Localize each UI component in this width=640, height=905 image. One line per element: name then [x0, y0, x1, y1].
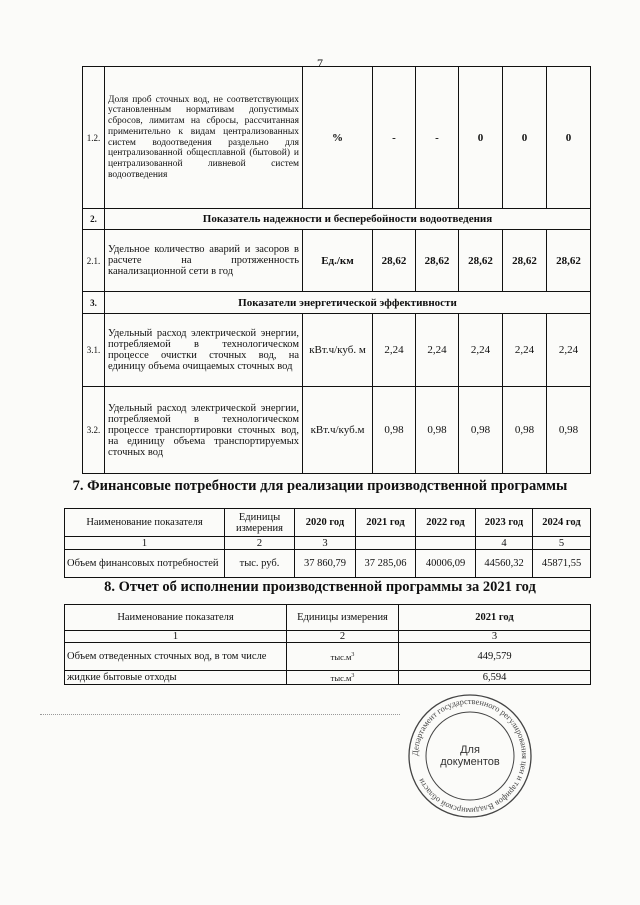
indicators-table	[82, 66, 591, 474]
header-cell: 2022 год	[416, 509, 476, 537]
table-header-row	[65, 509, 591, 537]
row-name: Объем отведенных сточных вод, в том числе	[65, 643, 287, 671]
header-cell: Наименование показателя	[65, 509, 225, 537]
row-value: -	[373, 67, 416, 209]
row-value: 0	[547, 67, 591, 209]
table-row	[83, 230, 591, 292]
index-cell: 1	[65, 631, 287, 643]
table-row	[83, 314, 591, 387]
page-number: 7	[317, 56, 323, 70]
row-value: 37 285,06	[356, 550, 416, 578]
header-cell: 2020 год	[295, 509, 356, 537]
index-cell: 4	[476, 537, 533, 550]
index-cell	[356, 537, 416, 550]
row-value: 0,98	[373, 387, 416, 474]
section8-heading: 8. Отчет об исполнении производственной программы за 2021 год	[104, 579, 536, 595]
row-description: Удельный расход электрической энергии, потребляемой в технологическом процессе транспортировки сточных вод, на единицу объема транспортируемых сточных вод	[105, 387, 303, 474]
row-value: 40006,09	[416, 550, 476, 578]
row-value: 449,579	[399, 643, 591, 671]
section-title: Показатель надежности и бесперебойности водоотведения	[105, 209, 591, 230]
header-cell: Единицы измерения	[287, 605, 399, 631]
row-value: 28,62	[373, 230, 416, 292]
section-number: 2.	[83, 209, 105, 230]
index-cell: 2	[287, 631, 399, 643]
stamp-center-text: Для документов	[440, 744, 500, 768]
row-unit: $тыс.м^3$	[287, 671, 399, 685]
header-cell: Единицы измерения	[225, 509, 295, 537]
index-cell: 3	[399, 631, 591, 643]
row-unit: тыс. руб.	[225, 550, 295, 578]
section-row	[83, 209, 591, 230]
index-cell: 2	[225, 537, 295, 550]
row-name: жидкие бытовые отходы	[65, 671, 287, 685]
row-number: 1.2.	[83, 67, 105, 209]
row-description: Удельный расход электрической энергии, потребляемой в технологическом процессе очистки сточных вод, на единицу объема очищаемых сточных вод	[105, 314, 303, 387]
index-cell: 1	[65, 537, 225, 550]
row-value: 2,24	[503, 314, 547, 387]
row-value: -	[416, 67, 459, 209]
row-value: 28,62	[547, 230, 591, 292]
header-cell: 2024 год	[533, 509, 591, 537]
header-cell: 2023 год	[476, 509, 533, 537]
row-value: 2,24	[416, 314, 459, 387]
index-cell	[416, 537, 476, 550]
execution-report-table	[64, 604, 591, 685]
row-value: 0	[459, 67, 503, 209]
financial-needs-table	[64, 508, 591, 578]
row-value: 0,98	[416, 387, 459, 474]
row-value: 0,98	[547, 387, 591, 474]
table-row	[83, 67, 591, 209]
section7-heading: 7. Финансовые потребности для реализации производственной программы	[72, 478, 568, 494]
section-number: 3.	[83, 292, 105, 314]
section-title: Показатели энергетической эффективности	[105, 292, 591, 314]
index-cell: 5	[533, 537, 591, 550]
row-value: 28,62	[459, 230, 503, 292]
table-row	[65, 550, 591, 578]
index-cell: 3	[295, 537, 356, 550]
table-row	[65, 643, 591, 671]
section-row	[83, 292, 591, 314]
row-value: 0,98	[503, 387, 547, 474]
row-unit: Ед./км	[303, 230, 373, 292]
row-number: 2.1.	[83, 230, 105, 292]
header-cell: Наименование показателя	[65, 605, 287, 631]
table-row	[65, 671, 591, 685]
row-value: 6,594	[399, 671, 591, 685]
table-header-row	[65, 605, 591, 631]
row-value: 2,24	[547, 314, 591, 387]
row-unit: кВт.ч/куб. м	[303, 314, 373, 387]
row-name: Объем финансовых потребностей	[65, 550, 225, 578]
row-unit: %	[303, 67, 373, 209]
header-cell: 2021 год	[356, 509, 416, 537]
row-value: 0	[503, 67, 547, 209]
row-value: 28,62	[416, 230, 459, 292]
header-cell: 2021 год	[399, 605, 591, 631]
stamp-ring-text: Департамент государственного регулирования цен и тарифов Владимирской области	[410, 696, 530, 816]
row-unit: $тыс.м^3$	[287, 643, 399, 671]
row-description: Удельное количество аварий и засоров в расчете на протяженность канализационной сети в год	[105, 230, 303, 292]
row-value: 2,24	[459, 314, 503, 387]
row-description: Доля проб сточных вод, не соответствующих установленным нормативам допустимых сбросов, лимитам на сбросы, рассчитанная применительно к видам централизованных систем водоотведения раздельно для централизованной общесплавной (бытовой) и централизованной ливневой систем водоотведения	[105, 67, 303, 209]
row-value: 2,24	[373, 314, 416, 387]
row-value: 37 860,79	[295, 550, 356, 578]
row-value: 45871,55	[533, 550, 591, 578]
row-number: 3.1.	[83, 314, 105, 387]
index-row	[65, 537, 591, 550]
row-value: 0,98	[459, 387, 503, 474]
official-stamp	[407, 693, 533, 819]
row-number: 3.2.	[83, 387, 105, 474]
divider	[40, 714, 400, 715]
row-unit: кВт.ч/куб.м	[303, 387, 373, 474]
row-value: 28,62	[503, 230, 547, 292]
row-value: 44560,32	[476, 550, 533, 578]
table-row	[83, 387, 591, 474]
index-row	[65, 631, 591, 643]
